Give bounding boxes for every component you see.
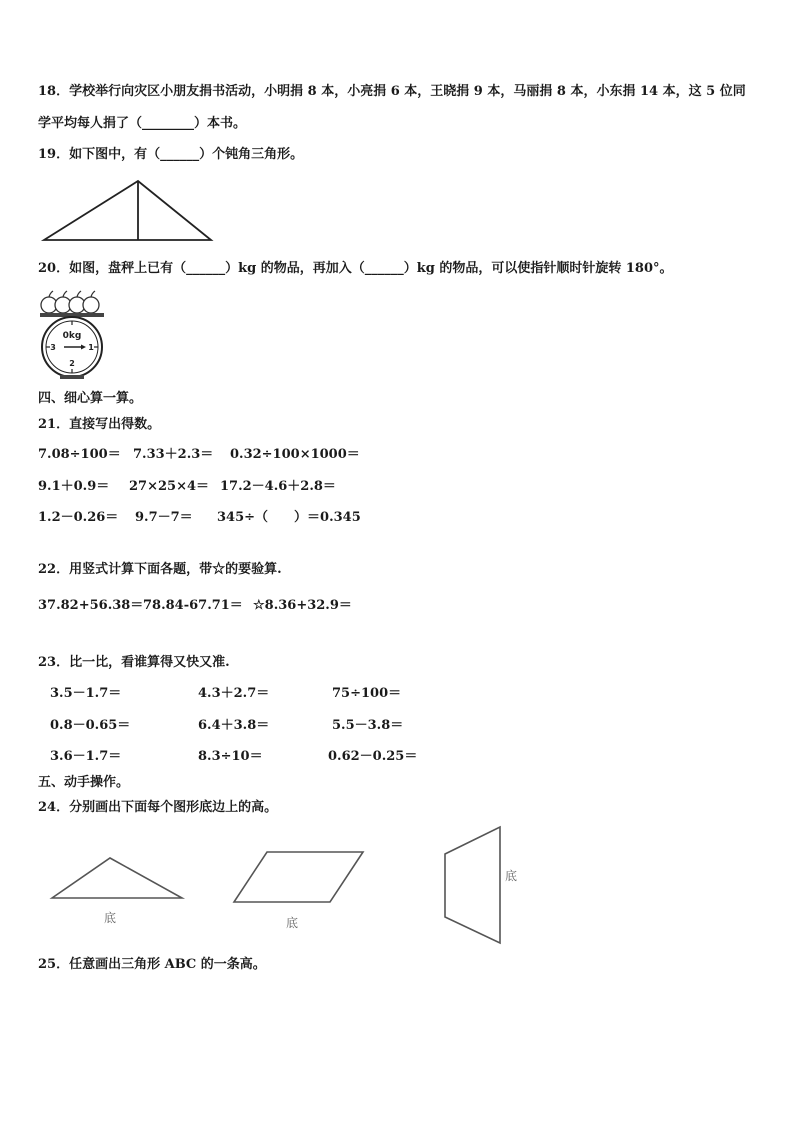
q21-r3-c1: 1.2－0.26＝	[38, 510, 119, 525]
q23-r3-c1: 3.6－1.7＝	[50, 749, 122, 764]
q24-parallelogram	[234, 852, 363, 902]
q23-r3-c3: 0.62－0.25＝	[328, 749, 418, 764]
q24-triangle-base-label: 底	[103, 911, 117, 925]
q23-r2-c2: 6.4＋3.8＝	[198, 718, 270, 733]
q21-r2-c2: 27×25×4＝	[129, 479, 210, 494]
q23-r1-c2: 4.3＋2.7＝	[198, 686, 270, 701]
section5-title: 五、动手操作。	[38, 775, 130, 790]
q24-trapezoid	[445, 827, 500, 943]
q19-text: 19．如下图中，有（______）个钝角三角形。	[38, 147, 304, 162]
q22-item-2: 78.84-67.71＝	[143, 598, 243, 613]
q22-item-3: ☆8.36+32.9＝	[253, 598, 352, 613]
q21-r2-c1: 9.1＋0.9＝	[38, 479, 110, 494]
q24-title: 24．分别画出下面每个图形底边上的高。	[38, 800, 278, 815]
dial-label-one: 1	[88, 343, 94, 352]
q22-title: 22．用竖式计算下面各题，带☆的要验算.	[38, 562, 282, 577]
q22-item-1: 37.82+56.38＝	[38, 598, 144, 613]
q18-line2: 学平均每人捐了（________）本书。	[38, 116, 247, 131]
q21-r1-c3: 0.32÷100×1000＝	[230, 447, 360, 462]
q20-text: 20．如图，盘秤上已有（______）kg 的物品，再加入（______）kg 的物品，可以使指针顺时针旋转 180°。	[38, 261, 673, 276]
q23-r1-c1: 3.5－1.7＝	[50, 686, 122, 701]
q21-r1-c2: 7.33＋2.3＝	[133, 447, 214, 462]
q24-trapezoid-base-label: 底	[504, 869, 518, 883]
q23-r2-c3: 5.5－3.8＝	[332, 718, 404, 733]
q21-title: 21．直接写出得数。	[38, 417, 161, 432]
q18-line1: 18．学校举行向灾区小朋友捐书活动，小明捐 8 本，小亮捐 6 本，王晓捐 9 本，马丽捐 8 本，小东捐 14 本，这 5 位同	[38, 84, 746, 99]
q24-parallelogram-base-label: 底	[285, 916, 299, 930]
q25-title: 25．任意画出三角形 ABC 的一条高。	[38, 957, 266, 972]
q23-title: 23．比一比，看谁算得又快又准.	[38, 655, 230, 670]
q21-r1-c1: 7.08÷100＝	[38, 447, 121, 462]
section4-title: 四、细心算一算。	[38, 391, 143, 406]
q21-r3-c2: 9.7－7＝	[135, 510, 193, 525]
dial-label-three: 3	[50, 343, 56, 352]
q23-r2-c1: 0.8－0.65＝	[50, 718, 131, 733]
q23-r3-c2: 8.3÷10＝	[198, 749, 263, 764]
q24-triangle	[52, 858, 182, 898]
q21-r3-c3: 345÷（ ）＝0.345	[217, 510, 361, 525]
dial-label-zero: 0kg	[62, 331, 82, 341]
dial-label-two: 2	[69, 359, 75, 368]
q21-r2-c3: 17.2－4.6＋2.8＝	[220, 479, 336, 494]
q23-r1-c3: 75÷100＝	[332, 686, 402, 701]
